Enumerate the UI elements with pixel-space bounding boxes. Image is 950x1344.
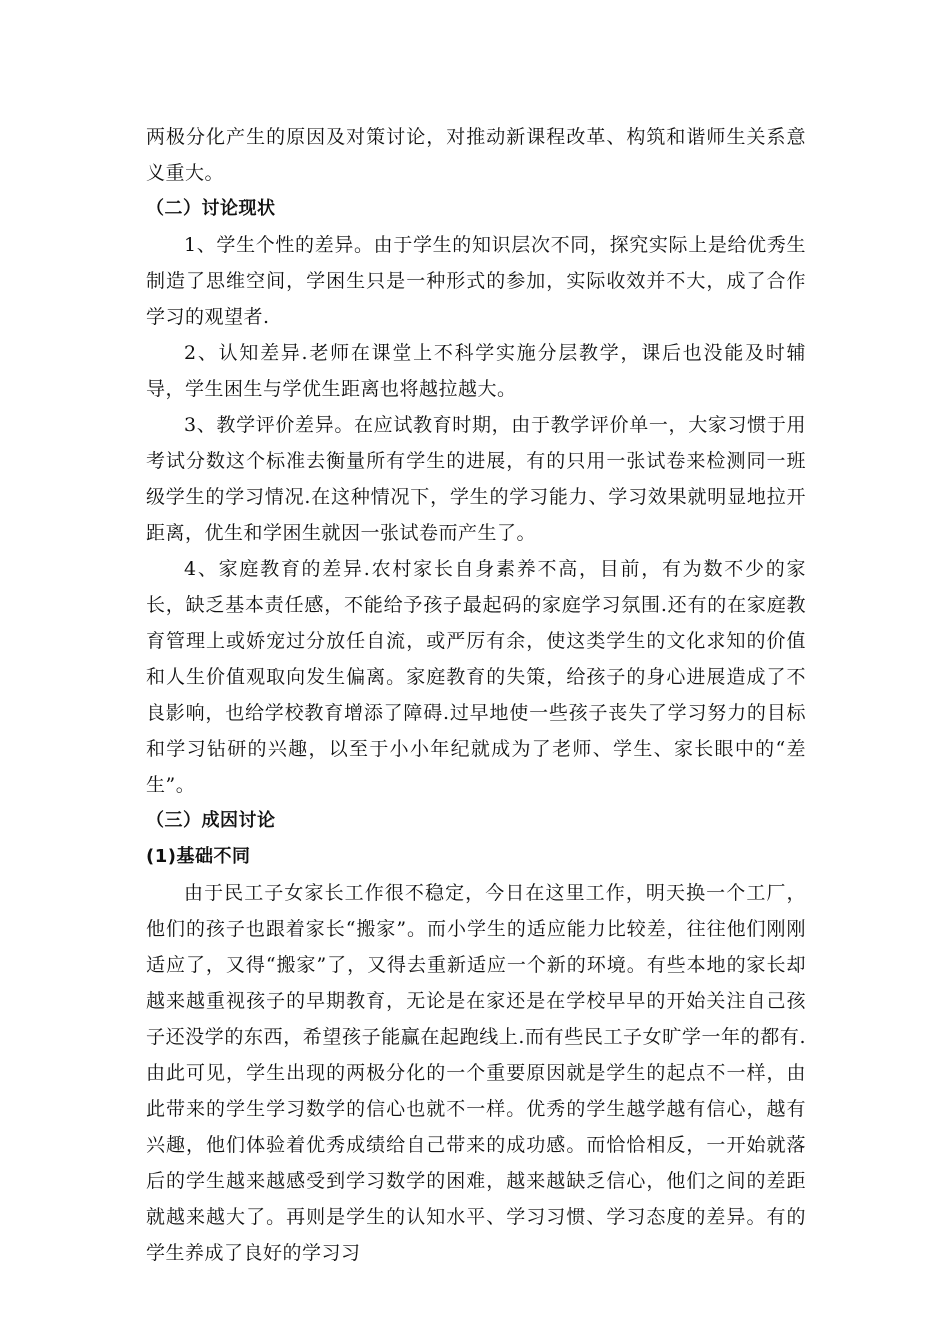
paragraph-item-2: 2、认知差异.老师在课堂上不科学实施分层教学，课后也没能及时辅导，学生困生与学优生距离也将越拉越大。 (146, 342, 806, 400)
document-page (146, 119, 806, 1271)
section-heading-causes: （三）成因讨论 (146, 810, 276, 831)
section-heading-status: （二）讨论现状 (146, 198, 276, 219)
paragraph-foundation: 由于民工子女家长工作很不稳定，今日在这里工作，明天换一个工厂，他们的孩子也跟着家长“搬家”。而小学生的适应能力比较差，往往他们刚刚适应了，又得“搬家”了，又得去重新适应一个新的环境。有些本地的家长却越来越重视孩子的早期教育，无论是在家还是在学校早早的开始关注自己孩子还没学的东西，希望孩子能赢在起跑线上.而有些民工子女旷学一年的都有.由此可见，学生出现的两极分化的一个重要原因就是学生的起点不一样，由此带来的学生学习数学的信心也就不一样。优秀的学生越学越有信心，越有兴趣，他们体验着优秀成绩给自己带来的成功感。而恰恰相反，一开始就落后的学生越来越感受到学习数学的困难，越来越缺乏信心，他们之间的差距就越来越大了。再则是学生的认知水平、学习习惯、学习态度的差异。有的学生养成了良好的学习习 (146, 882, 806, 1264)
paragraph-item-1: 1、学生个性的差异。由于学生的知识层次不同，探究实际上是给优秀生制造了思维空间，学困生只是一种形式的参加，实际收效并不大，成了合作学习的观望者. (146, 234, 806, 328)
paragraph-item-4: 4、家庭教育的差异.农村家长自身素养不高，目前，有为数不少的家长，缺乏基本责任感，不能给予孩子最起码的家庭学习氛围.还有的在家庭教育管理上或娇宠过分放任自流，或严厉有余，使这类学生的文化求知的价值和人生价值观取向发生偏离。家庭教育的失策，给孩子的身心进展造成了不良影响，也给学校教育增添了障碍.过早地使一些孩子丧失了学习努力的目标和学习钻研的兴趣，以至于小小年纪就成为了老师、学生、家长眼中的“差生”。 (146, 558, 806, 796)
paragraph-item-3: 3、教学评价差异。在应试教育时期，由于教学评价单一，大家习惯于用考试分数这个标准去衡量所有学生的进展，有的只用一张试卷来检测同一班级学生的学习情况.在这种情况下，学生的学习能力、学习效果就明显地拉开距离，优生和学困生就因一张试卷而产生了。 (146, 414, 806, 544)
subsection-heading-foundation: (1)基础不同 (146, 846, 251, 867)
paragraph-intro: 两极分化产生的原因及对策讨论，对推动新课程改革、构筑和谐师生关系意义重大。 (146, 126, 806, 184)
